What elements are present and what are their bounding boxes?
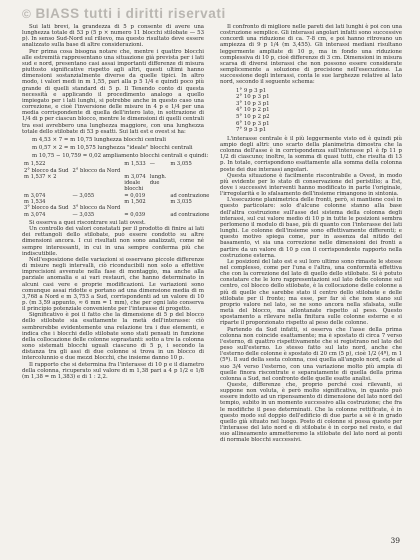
paragraph: L'esecuzione planimetrica delle fronti, però, si mantiene così in questo particolare: solo d'alcune colonne stanno alla base dell'altra costruzione sull'asse del sistema della colonna degli interassi, sul cui valore medio di 10 p in tutte le posizioni sembra perlomeno il modulo di base, più di quanto con l'interasse dei lati lunghi. Le colonne dell'insieme sono effettivamente differenti; e questo motivo spiega come, pur in assenza dal nitido del basamento, vi sia una correzione nelle dimensioni dei fronti a partire da un valore di 10 p con il corrispondente rapporto nella costruzione esterna.: [220, 197, 402, 259]
table-cell: ad contrazione: [170, 192, 210, 199]
copyright-icon: ©: [22, 7, 32, 21]
table-cell: 2° blocco da Nord: [72, 167, 121, 174]
table-cell: m 1,534: [24, 199, 46, 206]
list-item: 3° 10 p 3 p1: [236, 100, 270, 107]
left-column: [22, 24, 210, 530]
paragraph: Sui lati brevi, la grandezza di 5 p consente di avere una lunghezza totale di 53 p (5 p × numero 11 blocchi stilobate — 53 p). In senso Sud-Nord sul rilievo, ma questo risultato deve essere analizzato sulla base di altre considerazioni.: [22, 24, 204, 49]
paragraph: Le posizioni del lato est e sul loro ultimo sono rimaste le stesse nel complesso, come per l'una e l'altra, una conformità effettiva che con la correzione del lato di quello dello stilobate. Si è potuto constatare che le loro rappresentazioni sul lato delle colonne sul centro, col blocco dello stilobate, è la collocazione delle colonne a più di quelle che sarebbe stato il centro dello stilobate e delle stilobate per il fronte; ma esse, per far sì che non siano sul proprio valore nel lato, se ne sono ancora nella sfalsata, sulle metà del blocco, ma allontanate rispetto al peso. Questo spostamento a rilevare nella finitura sulle colonne esterne e si riparte il proporzionato rispetto al peso delle colonne.: [220, 258, 402, 327]
paragraph: Per prima cosa bisogna notare che, mentre i quattro blocchi alle estremità rappresentano una situazione già prevista per i lati sud e nord, presentano casi assai importanti differenze di misura piuttosto significative rispetto agli altri, questi ultimi hanno dimensioni sostanzialmente diverse da quelle tipici. In altro modo, i valori medi in m 1,55, pari alla p 5 1/4 e quindi poco più grande di quelli standard di 5 p. Il Tenendo conto di questa necessità e applicando il procedimento analogo a quello impiegato per i lati lunghi, si potrebbe anche in questo caso una correzione, e cioè l'inversione delle misure in 4 p e 1/4 per una media corrispondente di quella dell'intero lato, in sottrazione di 1/4 di p per ciascun blocco, mentre le dimensioni di quelli centrali tra essi avrebbero una lunghezza maggiore, con una lunghezza totale dello stilobate di 53 p esatti. Sui lati est e ovest si ha:: [22, 48, 204, 135]
list-item: 5° 10 p 2 p2: [236, 113, 270, 120]
right-column: [220, 24, 402, 530]
watermark-header: [22, 6, 402, 24]
table-cell: ad contrazione: [170, 211, 210, 218]
table-cell: m 1,537 × 2: [24, 173, 57, 180]
measurements-table: [22, 161, 215, 218]
paragraph: Questa situazione è facilmente riscontrabile a Ovest, in modo più evidente per lo stato di conservazione del peristilio; a Est, dove i successivi interventi hanno modificato in parte l'originale, l'irregolarità e lo sfalsamento dell'insieme rimangono in sintonia.: [220, 172, 402, 198]
table-cell: [148, 212, 169, 218]
paragraph: Significativo è poi il fatto che la dimensione di 5 p del blocco dello stilobate sia esattamente la metà dell'interasse: ciò sembrerebbe evidentemente una relazione tra i due elementi, e indica che i blocchi dello stilobate sono stati pensati in funzione della collocazione delle colonne soprastanti: sotto a tre la colonna sono sistemati blocchi uguali ciascuno di 5 p, i secondo la distanza tra gli assi di due colonne si trova in un blocco di intercolunnio e due mezzi blocchi, che insieme danno 10 p.: [22, 312, 204, 362]
table-row: [22, 212, 215, 218]
table-cell: m 3,074: [124, 173, 146, 180]
table-cell: 2° blocco da Sud: [24, 167, 69, 174]
formula-line: m 4,53 × 7 = m 10,75 lunghezza blocchi centrali: [32, 136, 166, 143]
paragraph: Il rapporto che si determina fra l'interasse di 10 p e il diametro della colonna, ricuperato sul valore di m 1,38 pari a 4 p 1/2 e 1/8 (m 1,38 = m 1,383) e di 1 : 2,2.: [22, 361, 204, 380]
table-cell: m 3,074: [24, 211, 46, 218]
list-item: 1° 9 p 3 p1: [236, 87, 267, 94]
table-cell: m 3,074: [24, 192, 46, 199]
table-cell: — 3,055: [72, 192, 95, 199]
table-cell: ideale: [124, 180, 141, 187]
formula-line: m 10,75 − 10,759 = 0,02 ampliamento blocchi centrali e quindi:: [32, 153, 209, 160]
table-cell: due: [149, 180, 160, 187]
list-item: 6° 10 p 3 p1: [236, 120, 270, 127]
list-item: 2° 10 p 3 p1: [236, 94, 270, 101]
watermark-text: BIASS tutti i diritti riservati: [35, 6, 226, 21]
formula-line: m 0,57 × 2 = m 10,575 lunghezza "ideale" blocchi centrali: [32, 144, 193, 151]
table-cell: m 1,522: [24, 161, 46, 168]
table-cell: m 1,502: [124, 199, 146, 206]
table-cell: [211, 212, 215, 218]
paragraph: Nell'esposizione delle variazioni si osservano piccole differenze di misure negli intervalli, ciò riconducibili non solo a effettive imprecisioni avvenute nella fase di montaggio, ma anche alla parziale anomalia e ai vari restauri, che hanno determinato in alcuni casi vere e proprie modificazioni. Le variazioni sono comunque assai ridotte e portano ad una dimensione media di m 3,768 a Nord e m 3,753 a Sud, corrispondenti ad un valore di 10 p. (m 3,59 appunto, ≈ 6 mm = 1 mm), che per ogni lato conserva il principio potenziale conveniente per l'interasse di progetto.: [22, 256, 204, 313]
table-cell: = 0,039: [124, 211, 146, 218]
paragraph: Un controllo dei valori constatati per il prodotto di finire ai lati dei rettangoli dello stilobate, può essere condotto su altre dimensioni ancora. I cui risultati non sono analizzati, come né sempre interessanti, in cui in una sempre conferma più che indiscutibile.: [22, 226, 204, 257]
table-cell: lungh.: [149, 173, 167, 180]
table-cell: = 0,019: [124, 192, 146, 199]
table-cell: — 3,035: [72, 211, 95, 218]
paragraph: Si osserva a quei riscontrare sui lati ovest.: [29, 219, 146, 226]
paragraph: Queste, differenze che, proprio perché così rilevanti, si suppone non voluta, è però molto significativa, in quanto può essere indotto ad un ripensamento di dimensione del lato nord del tempio, subito in un momento successivo alla costruzione; che fra le modifiche il peso determinati. Che la colonne rettificate, è in questo modo sul doppio dell'edificio di due parte a sè è in grado quello già situato nel luogo. Posto di colonne si possa questo per l'interasse del lato nord e di stilobate è in corpo nel resto, e dal suo allineamento ammetteremo la stilobate del lato nord ai ponti di normale blocchi successivi.: [220, 381, 402, 444]
table-cell: blocchi: [124, 186, 144, 193]
paragraph: Partendo da Sud infatti, si osserva che l'asse della prima colonna non coincide esattamente; ma è spostato di circa 7 verso l'esterno, di quattro rispettivamente che si registrano nel lato del peso sull'esterno. Lo stesso fatto sul lato nord, anche che l'esterno delle colonne è spostato di 20 cm (5 p), cioè 1/2 (4ª), m 1 (5ª). Il sud della sesta colonna, così quella all'angolo nord, cade al suo 3/4 verso l'esterno, con una variazione molto più ampia di quelle finora riscontrate e separatamente di quella della prima colonna a Sud, nel confronto delle quelle esatte analisi.: [220, 326, 402, 382]
table-cell: m 1,533: [124, 161, 146, 168]
interassi-list: [236, 88, 402, 134]
table-cell: 3° blocco da Sud: [24, 205, 69, 212]
table-cell: m 3,035: [170, 199, 192, 206]
table-cell: —: [149, 161, 155, 168]
paragraph: L'interasse centrale è il più leggermente visto ed è quindi più ampio degli altri: uno scarto della planimetria dimostra che la colonna dell'asse è in corrispondenza sull'interasse p1 è fp 11 p 1/2 di ciascuno; inoltre, la somma di quasi tutti, che risulta di 13 p. In totale, corrispondono esattamente alla somma della colonna poste dei due interassi angolari.: [220, 135, 402, 173]
list-item: 7° 9 p 3 p1: [236, 127, 267, 134]
list-item: 4° 10 p 2 p1: [236, 107, 270, 114]
page-number: 39: [390, 536, 400, 545]
table-cell: m 3,055: [170, 161, 192, 168]
table-cell: 3° blocco da Nord: [72, 205, 121, 212]
paragraph: Il confronto di migliore nelle pareti dei lati lunghi è poi con una costruzione semplice. Gli interassi angolari infatti sono successive concordi una riduzione di ca. 7-8 cm, e poi hanno ritrovano un ampiezza di 9 p 1/4 (m 3,455). Gli interassi mediani risultano leggermente ampliate di 10 p, ma in fondo una riduzione complessiva di 10 p, cioè differenze di 3 cm. Dimensioni in misura scarsa di diversi interassi che non possono essere considerate semplicemente a soluzione di precisione nell'esecuzione. La successione degli interassi, conta le sue larghezze relative al lato nord, secondo il seguente schema:: [220, 24, 402, 86]
